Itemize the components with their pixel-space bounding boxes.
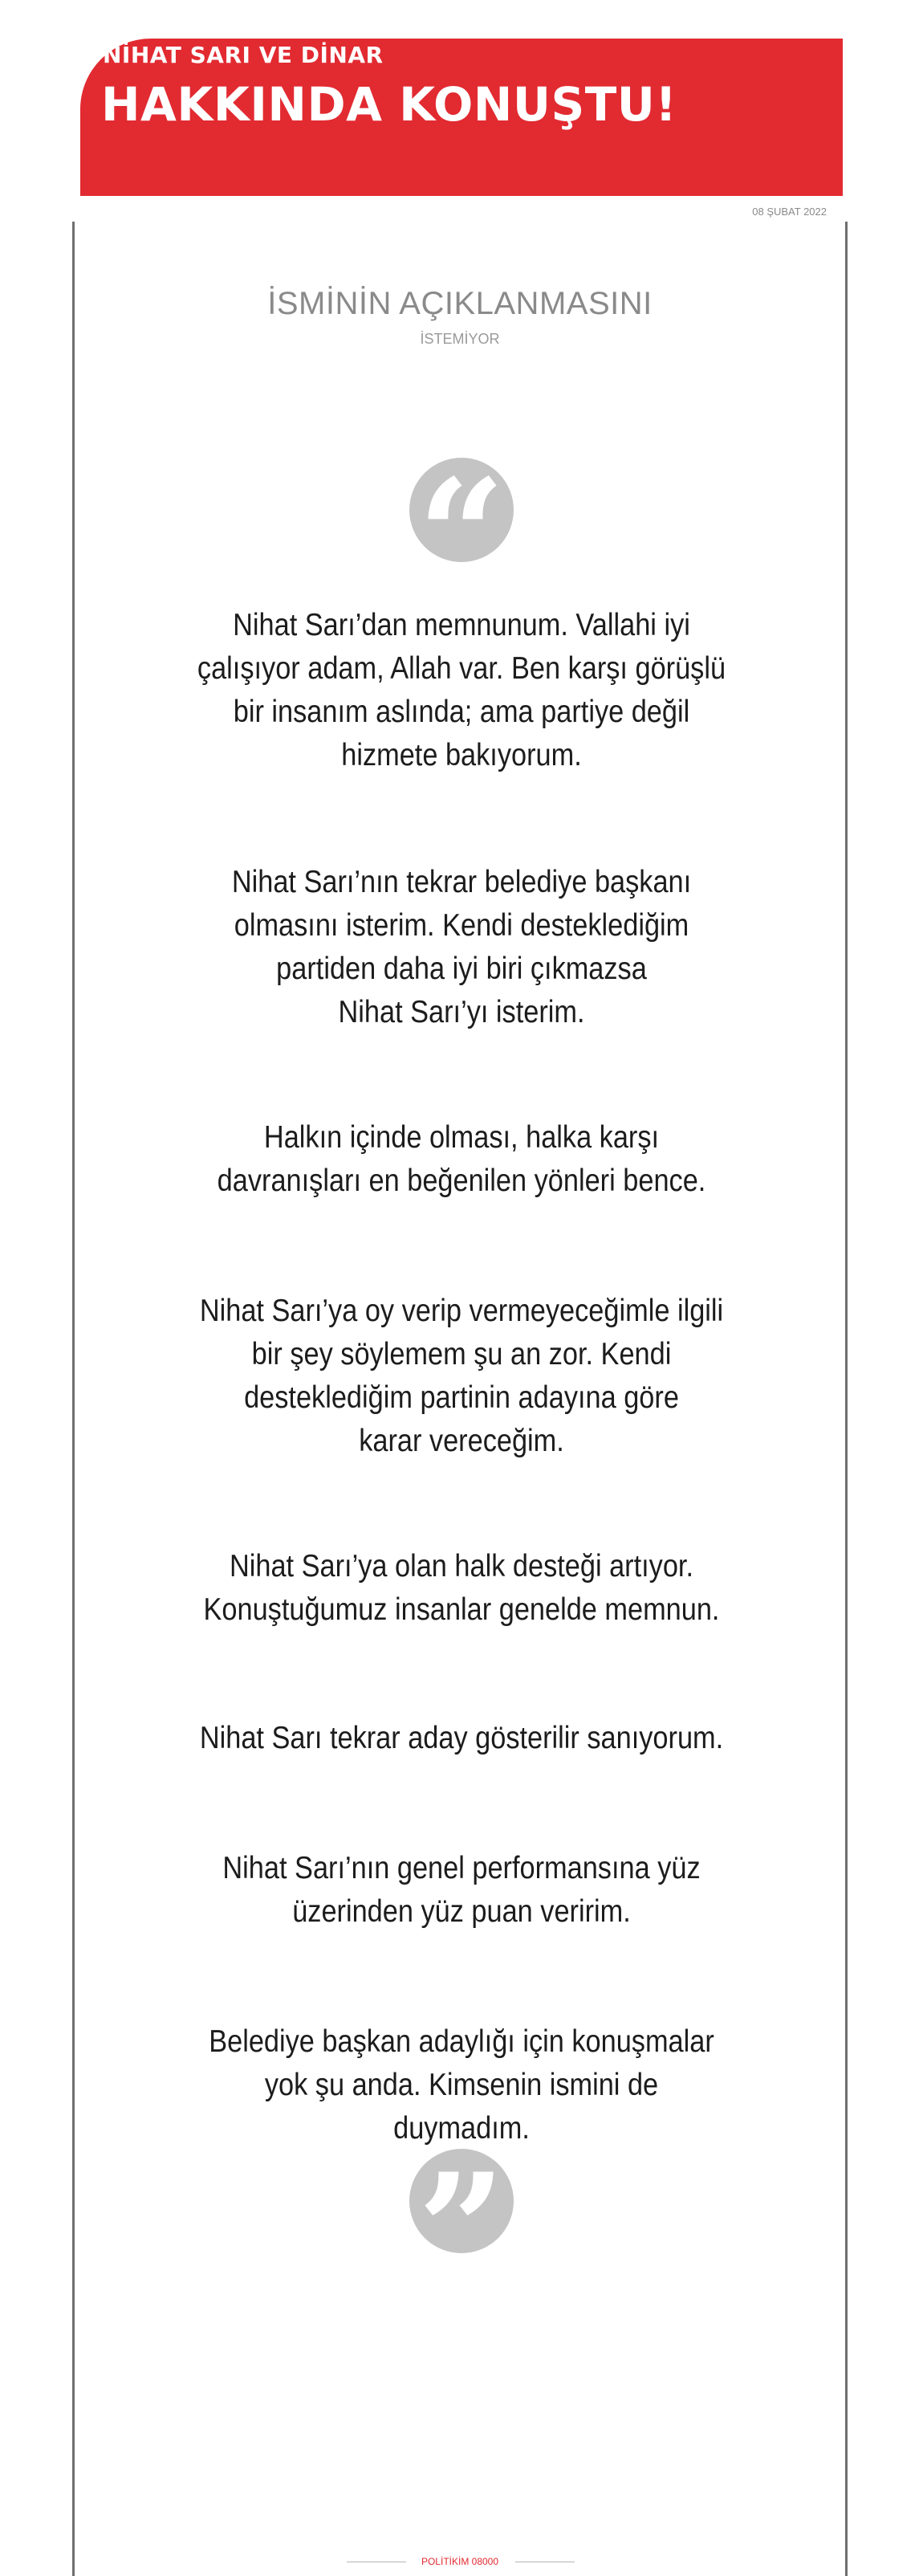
close-quote-icon: ” [409,2149,514,2253]
quote-item: Nihat Sarı tekrar aday gösterilir sanıyorum. [199,1721,724,1755]
quote-item: Nihat Sarı’nın genel performansına yüz üzerinden yüz puan veririm. [222,1851,701,1929]
source-subtitle: İSTEMİYOR [420,331,500,347]
quote-item: Nihat Sarı’ya oy verip vermeyeceğimle ilgili bir şey söylemem şu an zor. Kendi desteklediğim partinin adayına göre karar vereceğim. [199,1294,724,1458]
footer-label: POLİTİKİM 08000 [421,2556,499,2567]
quote-item: Nihat Sarı’dan memnunum. Vallahi iyi çalışıyor adam, Allah var. Ben karşı görüşlü bir insanım aslında; ama partiye değil hizmete bakıyorum. [197,608,726,772]
publish-date: 08 ŞUBAT 2022 [752,206,827,218]
quote-item: Nihat Sarı’nın tekrar belediye başkanı olmasını isterim. Kendi desteklediğim partiden daha iyi biri çıkmazsa Nihat Sarı’yı isterim. [231,865,692,1029]
quote-item: Belediye başkan adaylığı için konuşmalar yok şu anda. Kimsenin ismini de duymadım. [209,2024,714,2146]
frame-right-border [845,222,848,2576]
header-subtitle: NİHAT SARI VE DİNAR [103,42,384,68]
open-quote-icon: “ [409,458,514,562]
page-title: HAKKINDA KONUŞTU! [101,77,677,132]
quote-item: Halkın içinde olması, halka karşı davranışları en beğenilen yönleri bence. [217,1120,706,1198]
frame-left-border [72,222,75,2576]
source-title: İSMİNİN AÇIKLANMASINI [267,286,653,321]
quote-item: Nihat Sarı’ya olan halk desteği artıyor. Konuştuğumuz insanlar genelde memnun. [203,1549,720,1627]
